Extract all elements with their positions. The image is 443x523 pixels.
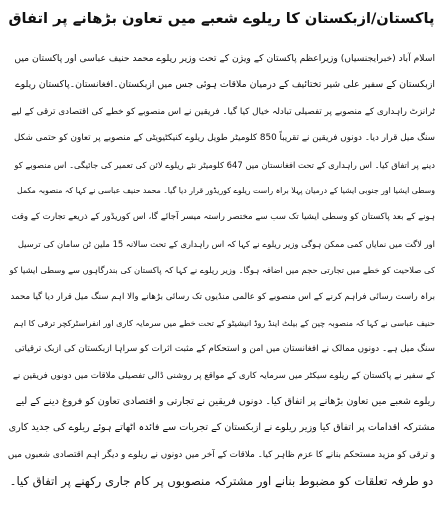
article-line: اسلام آباد (خبرایجنسیاں) وزیراعظم پاکستان کے ویژن کے تحت وزیر ریلوے محمد حنیف عباسی اور پاکستان میں — [14, 53, 435, 64]
article-line: دو طرفہ تعلقات کو مضبوط بنانے اور مشترکہ منصوبوں پر کام جاری رکھنے پر اتفاق کیا۔ — [9, 474, 434, 489]
article-line: وسطی ایشیا اور جنوبی ایشیا کے درمیان پہلا براہ راست ریلوے کوریڈور قرار دیا گیا۔ محمد حنیف عباسی نے کہا کہ منصوبہ مکمل — [16, 185, 435, 195]
article-line: ازبکستان کے سفیر علی شیر تختائیف کے درمیان ملاقات ہوئی جس میں ازبکستان۔افغانستان۔پاکستان ریلوے — [15, 79, 435, 91]
article-line: سنگ میل قرار دیا۔ دونوں فریقین نے تقریباً 850 کلومیٹر طویل ریلوے کنیکٹیویٹی کے منصوبے پر تعاون کو حتمی شکل — [13, 133, 435, 144]
article-line: مشترکہ اقدامات پر اتفاق کیا وزیر ریلوے نے ازبکستان کے تجربات سے فائدہ اٹھاتے ہوئے ریلوے کی جدید کاری — [8, 422, 435, 434]
article-line: براہ راست رسائی فراہم کرنے کے اس منصوبے کو عالمی منڈیوں تک رسائی بڑھانے والا اہم سنگ میل قرار دیا گیا محمد — [10, 291, 435, 302]
article-line: و ترقی کو مزید مستحکم بنانے کا عزم ظاہر کیا۔ ملاقات کے آخر میں دونوں نے ریلوے و دیگر اہم اقتصادی شعبوں میں — [8, 449, 435, 460]
article-line: دینے پر اتفاق کیا۔ اس راہداری کے تحت افغانستان میں 647 کلومیٹر نئے ریلوے لائن کی تعمیر کی جائیگی۔ اس منصوبے کو — [14, 159, 435, 170]
article-line: کی صلاحیت کو خطے میں تجارتی حجم میں اضافہ ہوگا۔ وزیر ریلوے نے کہا کہ پاکستان کی بندرگاہوں سے وسطی ایشیا کو — [9, 265, 435, 276]
article-line: سنگ میل ہے۔ دونوں ممالک نے افغانستان میں امن و استحکام کے مثبت اثرات کو سراہا ازبکستان کی ازبک ترقیاتی — [14, 344, 435, 355]
article-line: ٹرانزٹ راہداری کے منصوبے پر تفصیلی تبادلہ خیال کیا گیا۔ فریقین نے اس منصوبے کو خطے کی اقتصادی ترقی کے لیے — [11, 106, 435, 117]
article-body — [8, 46, 435, 495]
article-headline: پاکستان/ازبکستان کا ریلوے شعبے میں تعاون بڑھانے پر اتفاق — [8, 10, 435, 27]
article-line: حنیف عباسی نے کہا کہ منصوبہ چین کے بیلٹ اینڈ روڈ انیشیٹو کے تحت خطے میں سرمایہ کاری اور انفراسٹرکچر ترقی کا اہم — [13, 317, 435, 328]
article-line: اور لاگت میں نمایاں کمی ممکن ہوگی وزیر ریلوے نے کہا کہ اس راہداری کے تحت سالانہ 15 ملین ٹن سامان کی ترسیل — [17, 238, 435, 249]
article-line: کے سفیر نے پاکستان کے ریلوے سیکٹر میں سرمایہ کاری کے مواقع پر روشنی ڈالی تفصیلی ملاقات میں دونوں فریقین نے — [12, 370, 435, 381]
article-line: ہونے کے بعد پاکستان کو وسطی ایشیا تک سب سے مختصر راستہ میسر آجائے گا، اس کوریڈور کے ذریعے تجارت کے وقت — [11, 212, 435, 223]
article-line: ریلوے شعبے میں تعاون بڑھانے پر اتفاق کیا۔ دونوں فریقین نے تجارتی و اقتصادی تعاون کو فروغ دینے کے لیے — [15, 396, 435, 408]
